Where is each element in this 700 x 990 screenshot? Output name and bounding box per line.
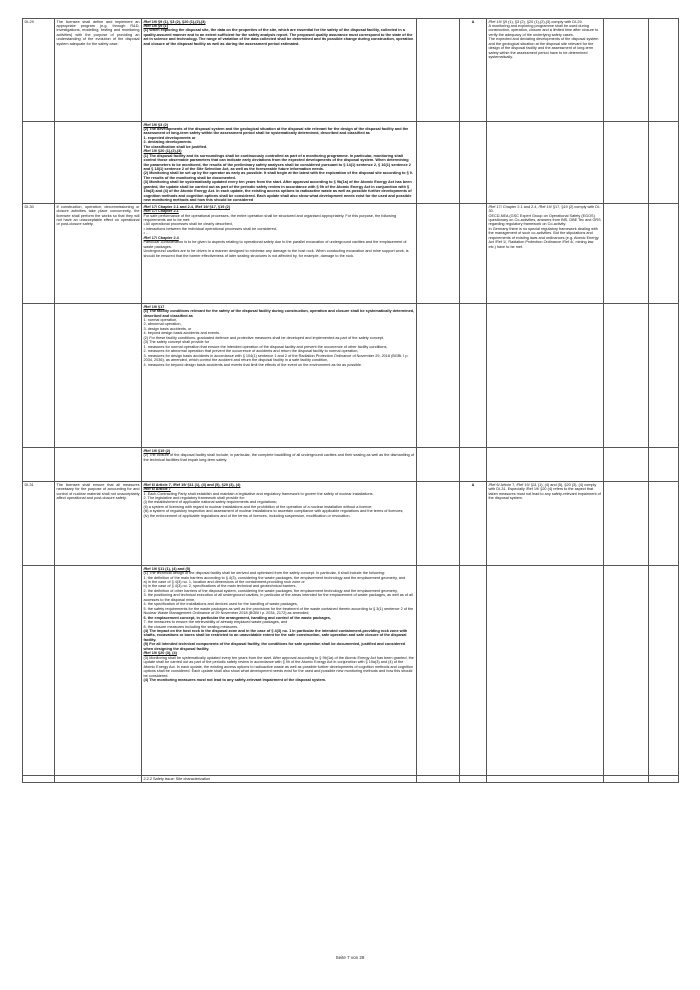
comment-paragraph: In Germany there is no special regulatory framework dealing with the management of such co-activities. But the stipulations and requirements of existing laws and ordinances (e.g. Atomic Energy Act /Ref 1/, Radiation Protection Ordinance /Ref 4/, mining law etc.) have to be met. (488, 226, 599, 249)
empty-cell (604, 19, 649, 122)
empty-cell (460, 566, 487, 776)
table-row (23, 566, 679, 776)
section-subheading: 2.2.2 Safety issue: Site characterization (142, 776, 417, 783)
evaluation-cell (460, 204, 487, 304)
regulation-reference: /Ref 19/ §11 (1), (4) and (5) (143, 566, 191, 571)
regulation-text: 1. expected developments or (143, 135, 196, 140)
regulation-reference: /Ref 19/ §20 (3), (4) (143, 651, 177, 656)
comment-cell (487, 204, 604, 304)
regulation-text: (3) The safety concept shall provide for (143, 340, 210, 345)
table-row (23, 19, 679, 122)
regulation-cell (142, 304, 417, 448)
empty-cell (460, 776, 487, 783)
regulation-text: Underground cavities are to be driven in a manner designed to minimise any damage to the host rock. When conducting excavation and mine support work, is should be ensured that the barrier effectiveness of later sealing structures is not affected by, for example, damage to the rock. (143, 249, 409, 258)
regulation-text: 4. the specification of the installations and devices used for the handling of waste packages, (143, 602, 298, 607)
table-row (23, 122, 679, 204)
regulation-cell (142, 566, 417, 776)
table-row (23, 482, 679, 566)
empty-cell (55, 448, 142, 482)
regulation-cell (142, 19, 417, 122)
regulation-reference: /Ref 19/ §3 (2) (143, 122, 168, 127)
empty-cell (417, 482, 460, 566)
empty-cell (55, 776, 142, 783)
empty-cell (604, 448, 649, 482)
comment-paragraph: /Ref 19/ §9 (1), §3 (2), §20 (1),(2),(3) comply with DI-29. (488, 19, 583, 24)
regulation-text: (1) The disposal facility and its surroundings shall be continuously controlled as part of a monitoring programme. In particular, monitoring shall control those observable parameters that can indicate early deviations from the expected developments of the disposal system. When determining the parameters to be monitored, the results of the preliminary safety analyses shall be considered pursuant to § 14(1) sentence 2, § 16(1) sentence 2 and § 18(1) sentence 2 of the Site Selection Act, as well as the foreseeable future information needs. (143, 153, 411, 172)
empty-cell (649, 304, 679, 448)
regulation-text: • All operational processes shall be clearly described, (143, 222, 233, 227)
regulation-reference: /Ref 19/ §17 (143, 304, 165, 309)
regulation-text: 2. deviating developments. (143, 140, 193, 145)
comment-cell (487, 482, 604, 566)
regulation-text: (2) The closure of the disposal facility shall include, in particular, the complete backfilling of all underground cavities and their sealing as well as the dismantling of the technical facilities that impair long-term safety. (143, 453, 414, 462)
regulation-text: The classification shall be justified. (143, 144, 208, 149)
regulation-text: 2. measures for abnormal operation that prevent the occurrence of accidents and return the disposal facility to normal operation, (143, 349, 359, 354)
requirement-text: The licensee shall define and implement an appropriate program (e.g. through R&D, investigations, modelling, testing and monitoring activities) with the purpose of providing an understanding of the evolution of the disposal system adequate for the safety case. (55, 19, 142, 122)
regulation-cell (142, 204, 417, 304)
regulation-reference: /Ref 19/ §19 (2) (143, 448, 171, 453)
regulation-text: (2) The developments of the disposal system and the geological situation at the disposal site relevant for the design of the disposal facility and the assessment of long-term safety within the assessment period shall be systematically determined, described and classified as (143, 126, 409, 136)
evaluation-cell: A (460, 19, 487, 122)
empty-cell (649, 776, 679, 783)
empty-cell (417, 448, 460, 482)
regulation-reference: /Ref 17/ Chapter 2.1 and 2.4, /Ref 19/ §17, §19 (2) (143, 204, 231, 209)
empty-cell (23, 304, 55, 448)
regulation-reference: /Ref 6/ Article 7 (143, 487, 171, 492)
requirements-table (22, 18, 679, 783)
table-row (23, 204, 679, 304)
requirement-text: The licensee shall ensure that all measures necessary for the purpose of accounting for and control of nuclear material shall not unacceptably affect operational and post-closure safety. (55, 482, 142, 566)
empty-cell (487, 122, 604, 204)
requirement-id: DI-29 (23, 19, 55, 122)
empty-cell (417, 204, 460, 304)
comment-paragraph: /Ref 17/ Chapter 2.1 and 2.4, /Ref 19/ §17, §19 (2) comply with DI-30. (488, 204, 601, 214)
comment-cell (487, 19, 604, 122)
empty-cell (417, 304, 460, 448)
empty-cell (55, 304, 142, 448)
evaluation-cell: A (460, 482, 487, 566)
regulation-text: a) in the case of § 4(3) no. 1, location and dimensions of the containment-providing rock zone or (143, 580, 305, 585)
regulation-reference: /Ref 17/ Chapter 2.1 (143, 209, 179, 214)
empty-cell (649, 204, 679, 304)
regulation-text: (1) The facility conditions relevant for the safety of the disposal facility during construction, operation and closure shall be systematically determined, described and classified as (143, 309, 415, 318)
empty-cell (604, 566, 649, 776)
regulation-text: (5) For all intended technical components of the disposal facility, the conditions for safe operation shall be documented, justified and considered when designing the disposal facility. (143, 642, 406, 651)
empty-cell (649, 122, 679, 204)
regulation-text: 2. The legislative and regulatory framework shall provide for: (143, 496, 245, 501)
regulation-text: • interactions between the individual operational processes shall be considered, (143, 226, 277, 231)
empty-cell (55, 122, 142, 204)
page-footer: Seite 7 von 28 (335, 955, 365, 960)
regulation-text: 7. the measures to ensure the retrievability of already emplaced waste packages, and (143, 620, 288, 625)
empty-cell (487, 566, 604, 776)
empty-cell (604, 204, 649, 304)
regulation-text: 1. Each Contracting Party shall establish and maintain a legislative and regulatory framework to govern the safety of nuclear installations. (143, 491, 374, 496)
table-row (23, 304, 679, 448)
empty-cell (23, 448, 55, 482)
regulation-reference: /Ref 19/ §9 (1), §3 (2), §20 (1),(2),(3) (143, 19, 206, 24)
regulation-text: 1. the definition of the main barriers according to § 4(3), considering the waste packages, the emplacement technology and the emplacement geometry, and (143, 575, 406, 580)
regulation-text: b) in the case of § 4(3) no. 2, specifications of the main technical and geotechnical barriers, (143, 584, 297, 589)
empty-cell (649, 19, 679, 122)
empty-cell (55, 566, 142, 776)
regulation-text: 6. the emplacement concept, in particular the arrangement, handling and control of the waste packages, (143, 615, 332, 620)
regulation-text: (1) The technical design of the disposal facility shall be derived and optimised from the safety concept. In particular, it shall include the following: (143, 571, 385, 576)
regulation-text: (2) For these facility conditions, graduated defence and protective measures shall be developed and implemented as part of the safety concept. (143, 335, 385, 340)
empty-cell (487, 304, 604, 448)
empty-cell (649, 448, 679, 482)
empty-cell (487, 448, 604, 482)
regulation-text: (2) Monitoring shall be set up by the operator as early as possible. It shall begin at the latest with the exploration of the disposal site according to § 9. The results of the monitoring shall be documented. (143, 171, 413, 180)
regulation-reference: /Ref 19/ §20 (1),(2),(3) (143, 149, 182, 154)
regulation-text: For safe performance of the operational processes, the entire operation shall be structured and organised appropriately. For this purpose, the following requirements are to be met: (143, 213, 397, 223)
empty-cell (604, 482, 649, 566)
regulation-text: (iv) the enforcement of applicable regulations and of the terms of licences, including suspension, modification or revocation. (143, 513, 351, 518)
empty-cell (417, 566, 460, 776)
table-row (23, 448, 679, 482)
regulation-text: 1. normal operation, (143, 318, 178, 323)
empty-cell (23, 566, 55, 776)
regulation-text: (4) The impact on the host rock in the disposal zone and in the case of § 4(3) no. 1 in particular the intended containment-providing rock zone with shafts, excavations or bores shall be restricted to an unavoidable extent for the safe construction, safe operation and safe closure of the disposal facility. (143, 629, 408, 642)
regulation-text: (i) the establishment of applicable national safety requirements and regulations; (143, 500, 277, 505)
regulation-text: 5. the safety requirements for the waste packages as well as the provisions for the treatment of the waste contained therein according to § 3(1) sentence 2 of the Nuclear Waste Management Ordinance of 29 November 2018 (BGBl I p. 2034, 2172) as amended, (143, 606, 414, 616)
empty-cell (460, 304, 487, 448)
regulation-text: 8. the closure measures including the sealing measures. (143, 624, 239, 629)
comment-paragraph: A monitoring and exploring programme shall be used during construction, operation, closure and a limited time after closure to verify the adequacy of the underlying safety cases. (488, 23, 599, 37)
regulation-text: 1. measures for normal operation that ensure the intended operation of the disposal facility and prevent the occurrence of other facility conditions, (143, 344, 388, 349)
empty-cell (417, 122, 460, 204)
regulation-reference: /Ref 19/ §9 (1) (143, 23, 168, 28)
comment-paragraph: The expected and deviating developments of the disposal system and the geological situation at the disposal site relevant for the design of the disposal facility and the assessment of long-term safety within the assessment period have to be determined systematically. (488, 37, 599, 60)
regulation-text: 3. design basis accidents, or (143, 326, 192, 331)
regulation-text: Particular consideration is to be given to aspects relating to operational safety due to the parallel excavation of underground cavities and the emplacement of waste packages. (143, 240, 407, 249)
regulation-cell (142, 448, 417, 482)
regulation-text: • … (143, 231, 150, 236)
regulation-reference: /Ref 17/ Chapter 2.4 (143, 235, 179, 240)
regulation-text: 3. measures for design basis accidents in accordance with § 104(1) sentence 1 and 2 of the Radiation Protection Ordinance of November 29, 2018 (BGBl. I p. 2034, 2036), as amended, which control the accident and return the disposal facility in a safe facility condition, (143, 353, 409, 363)
empty-cell (649, 566, 679, 776)
regulation-text: (3) Monitoring shall be systematically updated every ten years from the start. After approval according to § 9b(1a) of the Atomic Energy Act has been granted, the update shall be carried out as part of the periodic safety review in accordance with § 9h of the Atomic Energy Act in conjunction with § 19a(3) and (4) of the Atomic Energy Act. In each update, the existing access options to radioactive waste as well as possible further developments of cognition methods and cognition options shall be considered. Each update shall also show what development needs exist for the used and possible new monitoring methods and how this should be considered (143, 180, 412, 203)
comment-paragraph: OECD-NEA (GSC Expert Group on Operational Safety (EGOS) questionary on Co-activities, answers from BfS, DBE Tec and GRS regarding regulatory framework on Co-activity: (488, 213, 601, 227)
empty-cell (23, 776, 55, 783)
table-row (23, 776, 679, 783)
regulation-text: (1) When exploring the disposal site, the data on the properties of the site, which are essential for the safety of the disposal facility, collected in a quality-assured manner and to an extent sufficient for the safety analysis report. The proposed quality assurance must correspond to the state of the art in science and technology. The range of variation of the data collected shall be determined and its possible change during construction, operation and closure of the disposal facility as well as during the assessment period estimated. (143, 28, 414, 46)
regulation-reference: /Ref 6/ Article 7, /Ref 19/ §11 (1), (4) and (5), §20 (3), (4) (143, 482, 241, 487)
regulation-text: (ii) a system of licensing with regard to nuclear installations and the prohibition of the operation of a nuclear installation without a licence; (143, 504, 373, 509)
empty-cell (23, 122, 55, 204)
requirement-id: DI-30 (23, 204, 55, 304)
comment-paragraph: /Ref 6/ Article 7, /Ref 19/ §11 (1), (4) and (5), §20 (3), (4) comply with DI-31. Especially /Ref 19/ §20 (4) refers to the aspect that taken measures must not lead to any safety-relevant impairment of the disposal system. (488, 482, 601, 501)
regulation-text: 4. measures for beyond design basis accidents and events that limit the effects of the event on the environment as far as possible. (143, 362, 363, 367)
regulation-text: (4) The monitoring measures must not lead to any safety-relevant impairment of the disposal system. (143, 677, 327, 682)
regulation-text: (3) Monitoring shall be systematically updated every ten years from the start. After approval according to § 9b(1a) of the Atomic Energy Act has been granted, the update shall be carried out as part of the periodic safety review in accordance with § 9h of the Atomic Energy Act in conjunction with § 19a(3) and (4) of the Atomic Energy Act. In each update, the existing access options to radioactive waste as well as possible further developments of cognition methods and cognition options shall be considered. Each update shall also show what development needs exist for the used and possible new monitoring methods and how this should be considered. (143, 655, 414, 678)
regulation-cell (142, 482, 417, 566)
empty-cell (417, 776, 460, 783)
regulation-text: 2. abnormal operation, (143, 322, 182, 327)
regulation-text: 2. the definition of other barriers of the disposal system, considering the waste packages, the emplacement technology and the emplacement geometry, (143, 588, 398, 593)
empty-cell (604, 304, 649, 448)
empty-cell (649, 482, 679, 566)
empty-cell (460, 448, 487, 482)
empty-cell (460, 122, 487, 204)
requirement-id: DI-31 (23, 482, 55, 566)
empty-cell (604, 122, 649, 204)
empty-cell (417, 19, 460, 122)
empty-cell (487, 776, 604, 783)
regulation-text: 3. the positioning and technical execution of all underground cavities, in particular of the areas intended for the emplacement of waste packages, as well as of all accesses to the disposal mine, (143, 593, 413, 602)
requirement-text: If construction, operation, decommissioning or closure activities take place concurrently, the licensee shall perform the works so that they will not have an unacceptable effect on operational or post-closure safety. (55, 204, 142, 304)
empty-cell (604, 776, 649, 783)
regulation-cell (142, 122, 417, 204)
regulation-text: (iii) a system of regulatory inspection and assessment of nuclear installations to ascertain compliance with applicable regulations and the terms of licences; (143, 509, 404, 514)
regulation-text: 4. beyond design basis accidents and events. (143, 331, 221, 336)
